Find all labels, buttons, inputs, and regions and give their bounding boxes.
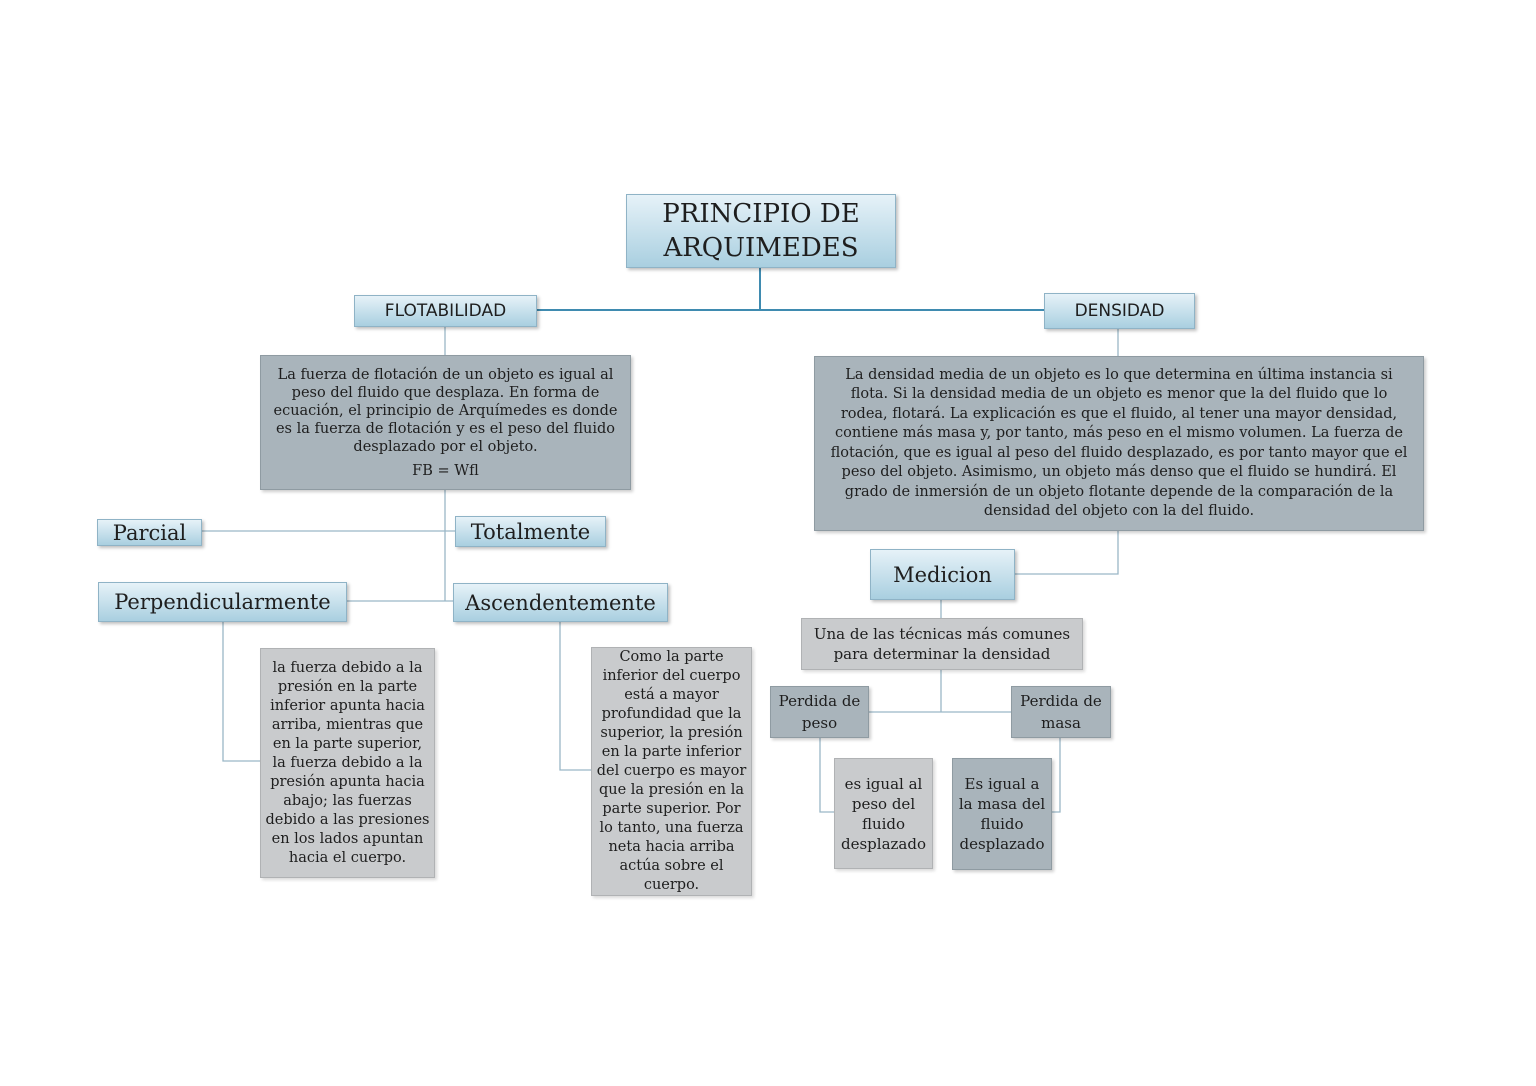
- densidad-box: [1044, 293, 1195, 329]
- parcial-label: Parcial: [112, 520, 187, 545]
- perdida-peso-box: [770, 686, 869, 738]
- perpendicularmente-text-box: [260, 648, 435, 878]
- totalmente-box: [455, 516, 606, 547]
- perpendicularmente-box: [98, 582, 347, 622]
- medicion-text: Una de las técnicas más comunes para determinar la densidad: [813, 625, 1071, 663]
- connector-desc-medicion: [1015, 531, 1118, 574]
- title-box: [626, 194, 896, 268]
- perpendicularmente-label: Perpendicularmente: [114, 590, 331, 614]
- ascendentemente-text: Como la parte inferior del cuerpo está a mayor profundidad que la superior, la presión en la parte inferior del cuerpo es mayor que la presión en la parte superior. Por lo tanto, una fuerza neta hacia arriba actúa sobre el cuerpo.: [596, 649, 747, 893]
- perdida-masa-text: Es igual a la masa del fluido desplazado: [958, 775, 1046, 853]
- connector-asc-text: [560, 622, 591, 770]
- perdida-peso-text-box: [834, 758, 933, 869]
- flotabilidad-label: FLOTABILIDAD: [384, 301, 507, 321]
- medicion-label: Medicion: [893, 562, 992, 587]
- flotabilidad-description-box: [260, 355, 631, 490]
- flotabilidad-description: La fuerza de flotación de un objeto es igual al peso del fluido que desplaza. En forma de ecuación, el principio de Arquímedes es donde es la fuerza de flotación y es el peso del fluido desplazado por el objeto.: [273, 366, 618, 455]
- connector-masa-text: [1052, 738, 1060, 812]
- medicion-text-box: [801, 618, 1083, 670]
- densidad-description-box: [814, 356, 1424, 531]
- perdida-masa-text-box: [952, 758, 1052, 870]
- flotabilidad-box: [354, 295, 537, 327]
- connector-peso-text: [820, 738, 834, 812]
- perdida-masa-label: Perdida de masa: [1020, 692, 1102, 732]
- totalmente-label: Totalmente: [470, 519, 591, 544]
- flotabilidad-equation: FB = Wfl: [412, 462, 479, 479]
- title-text: PRINCIPIO DE ARQUIMEDES: [662, 199, 860, 263]
- ascendentemente-text-box: [591, 647, 752, 896]
- parcial-box: [97, 519, 202, 546]
- perpendicularmente-text: la fuerza debido a la presión en la parte inferior apunta hacia arriba, mientras que en la parte superior, la fuerza debido a la presión apunta hacia abajo; las fuerzas debido a las presiones en los lados apuntan hacia el cuerpo.: [265, 659, 430, 866]
- densidad-label: DENSIDAD: [1074, 301, 1165, 321]
- densidad-description: La densidad media de un objeto es lo que determina en última instancia si flota. Si la densidad media de un objeto es menor que la del fluido que lo rodea, flotará. La explicación es que el fluido, al tener una mayor densidad, contiene más masa y, por tanto, más peso en el mismo volumen. La fuerza de flotación, que es igual al peso del fluido desplazado, es por tanto mayor que el peso del objeto. Asimismo, un objeto más denso que el fluido se hundirá. El grado de inmersión de un objeto flotante depende de la comparación de la densidad del objeto con la del fluido.: [830, 366, 1408, 519]
- ascendentemente-label: Ascendentemente: [465, 590, 656, 615]
- ascendentemente-box: [453, 583, 668, 622]
- perdida-peso-label: Perdida de peso: [778, 692, 861, 732]
- medicion-box: [870, 549, 1015, 600]
- perdida-peso-text: es igual al peso del fluido desplazado: [841, 774, 926, 853]
- perdida-masa-box: [1011, 686, 1111, 738]
- connector-perp-text: [223, 622, 260, 761]
